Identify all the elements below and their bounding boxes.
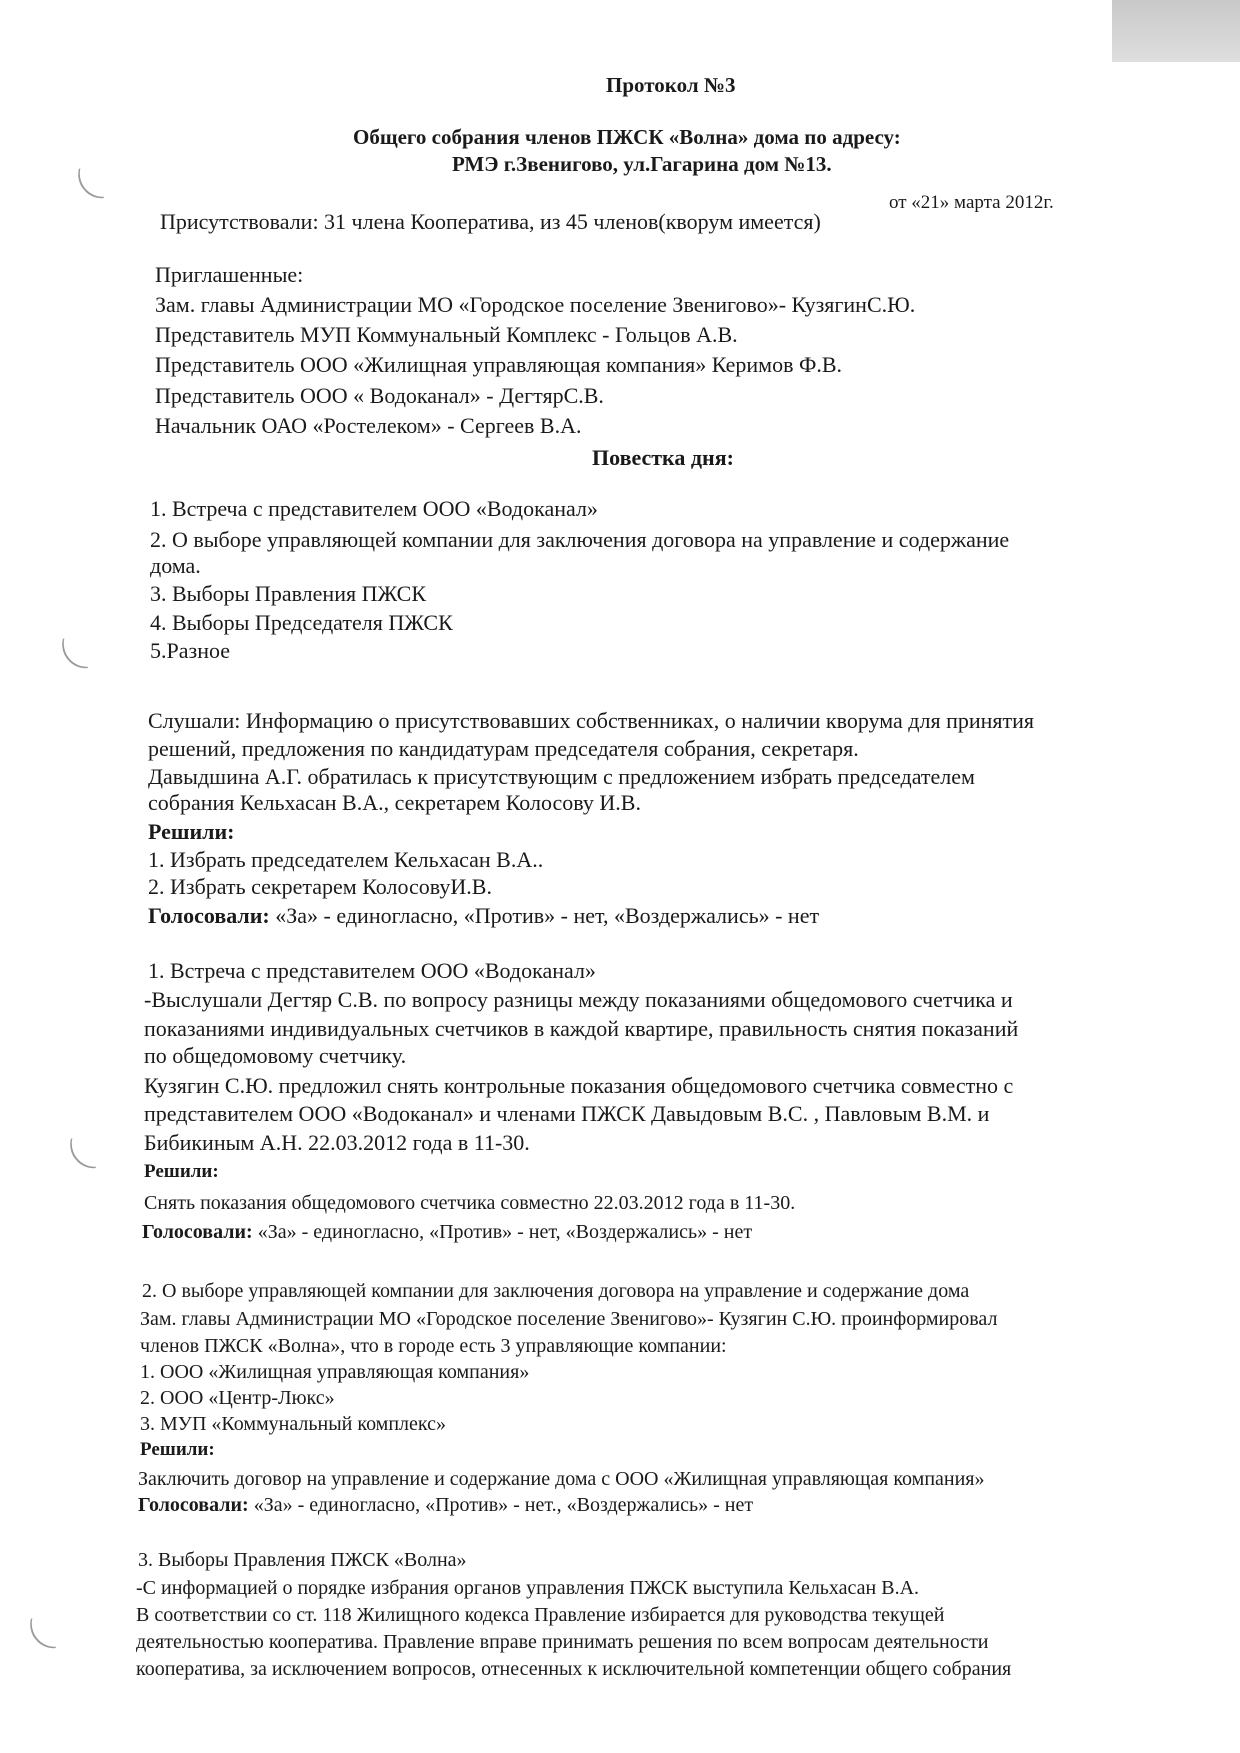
punch-hole-mark	[52, 610, 120, 678]
section-text: -Выслушали Дегтяр С.В. по вопросу разницы между показаниями общедомового счетчика и	[144, 987, 1013, 1012]
invited-person: Представитель ООО « Водоканал» - ДегтярС.В.	[155, 383, 604, 408]
decision-item: 1. Избрать председателем Кельхасан В.А..	[148, 847, 544, 872]
section-text: по общедомовому счетчику.	[144, 1043, 407, 1068]
vote-result: «За» - единогласно, «Против» - нет, «Воздержались» - нет	[252, 1221, 753, 1243]
section-text: В соответствии со ст. 118 Жилищного кодекса Правление избирается для руководства текущей	[136, 1604, 945, 1626]
decision-item: 2. Избрать секретарем КолосовуИ.В.	[148, 874, 492, 899]
punch-hole-mark	[60, 1110, 128, 1178]
heard-text: решений, предложения по кандидатурам председателя собрания, секретаря.	[148, 736, 859, 761]
agenda-item: 1. Встреча с представителем ООО «Водоканал»	[150, 496, 598, 521]
proposal-text: собрания Кельхасан В.А., секретарем Колосову И.В.	[148, 790, 641, 815]
agenda-item: дома.	[150, 553, 201, 578]
section-text: 2. ООО «Центр-Люкс»	[140, 1387, 335, 1409]
invited-person: Представитель ООО «Жилищная управляющая компания» Керимов Ф.В.	[155, 352, 843, 377]
document-address: РМЭ г.Звенигово, ул.Гагарина дом №13.	[452, 152, 832, 176]
agenda-item: 4. Выборы Председателя ПЖСК	[150, 610, 453, 635]
decided-label: Решили:	[140, 1439, 215, 1460]
section-heading: 3. Выборы Правления ПЖСК «Волна»	[138, 1549, 467, 1571]
section-text: 1. ООО «Жилищная управляющая компания»	[140, 1361, 530, 1383]
punch-hole-mark	[68, 140, 136, 208]
decided-label: Решили:	[144, 1161, 219, 1182]
section-text: деятельностью кооператива. Правление вправе принимать решения по всем вопросам деятельности	[136, 1631, 989, 1653]
invited-person: Зам. главы Администрации МО «Городское поселение Звенигово»- КузягинС.Ю.	[155, 292, 916, 317]
punch-hole-mark	[20, 1590, 88, 1658]
document-title: Протокол №3	[606, 73, 736, 97]
agenda-heading: Повестка дня:	[592, 445, 734, 470]
section-text: членов ПЖСК «Волна», что в городе есть 3 управляющие компании:	[140, 1335, 727, 1357]
section-text: 3. МУП «Коммунальный комплекс»	[140, 1413, 446, 1435]
section-text: -С информацией о порядке избрания органов управления ПЖСК выступила Кельхасан В.А.	[136, 1577, 920, 1599]
vote-line	[142, 1219, 752, 1245]
document-date: от «21» марта 2012г.	[889, 192, 1054, 213]
section-text: Кузягин С.Ю. предложил снять контрольные показания общедомового счетчика совместно с	[144, 1073, 1014, 1098]
invited-label: Приглашенные:	[155, 262, 304, 287]
section-heading: 1. Встреча с представителем ООО «Водоканал»	[148, 958, 596, 983]
heard-text: Слушали: Информацию о присутствовавших собственниках, о наличии кворума для принятия	[148, 708, 1035, 733]
vote-line	[148, 903, 819, 929]
section-heading: 2. О выборе управляющей компании для заключения договора на управление и содержание дома	[142, 1280, 970, 1302]
section-text: представителем ООО «Водоканал» и членами ПЖСК Давыдовым В.С. , Павловым В.М. и	[144, 1101, 990, 1126]
section-text: кооператива, за исключением вопросов, отнесенных к исключительной компетенции общего собрания	[136, 1658, 1012, 1680]
proposal-text: Давыдшина А.Г. обратилась к присутствующим с предложением избрать председателем	[148, 764, 975, 789]
decision-item: Заключить договор на управление и содержание дома с ООО «Жилищная управляющая компания»	[138, 1468, 985, 1490]
scan-corner-shadow	[1112, 0, 1240, 62]
agenda-item: 5.Разное	[150, 638, 230, 663]
vote-line	[138, 1492, 753, 1518]
decision-item: Снять показания общедомового счетчика совместно 22.03.2012 года в 11-30.	[144, 1192, 796, 1214]
agenda-item: 2. О выборе управляющей компании для заключения договора на управление и содержание	[150, 527, 1010, 552]
section-text: Бибикиным А.Н. 22.03.2012 года в 11-30.	[144, 1130, 530, 1155]
voted-label: Голосовали:	[138, 1494, 249, 1516]
invited-person: Начальник ОАО «Ростелеком» - Сергеев В.А.	[155, 413, 582, 438]
vote-result: «За» - единогласно, «Против» - нет., «Воздержались» - нет	[248, 1494, 754, 1516]
voted-label: Голосовали:	[148, 903, 270, 928]
agenda-item: 3. Выборы Правления ПЖСК	[150, 581, 426, 606]
document-subtitle: Общего собрания членов ПЖСК «Волна» дома по адресу:	[353, 125, 901, 149]
section-text: показаниями индивидуальных счетчиков в каждой квартире, правильность снятия показаний	[144, 1016, 1019, 1041]
section-text: Зам. главы Администрации МО «Городское поселение Звенигово»- Кузягин С.Ю. проинформировал	[140, 1308, 998, 1330]
voted-label: Голосовали:	[142, 1221, 253, 1243]
decided-label: Решили:	[148, 819, 235, 844]
vote-result: «За» - единогласно, «Против» - нет, «Воздержались» - нет	[269, 903, 820, 928]
attendance-line: Присутствовали: 31 члена Кооператива, из 45 членов(кворум имеется)	[160, 209, 821, 234]
invited-person: Представитель МУП Коммунальный Комплекс - Гольцов А.В.	[155, 322, 738, 347]
